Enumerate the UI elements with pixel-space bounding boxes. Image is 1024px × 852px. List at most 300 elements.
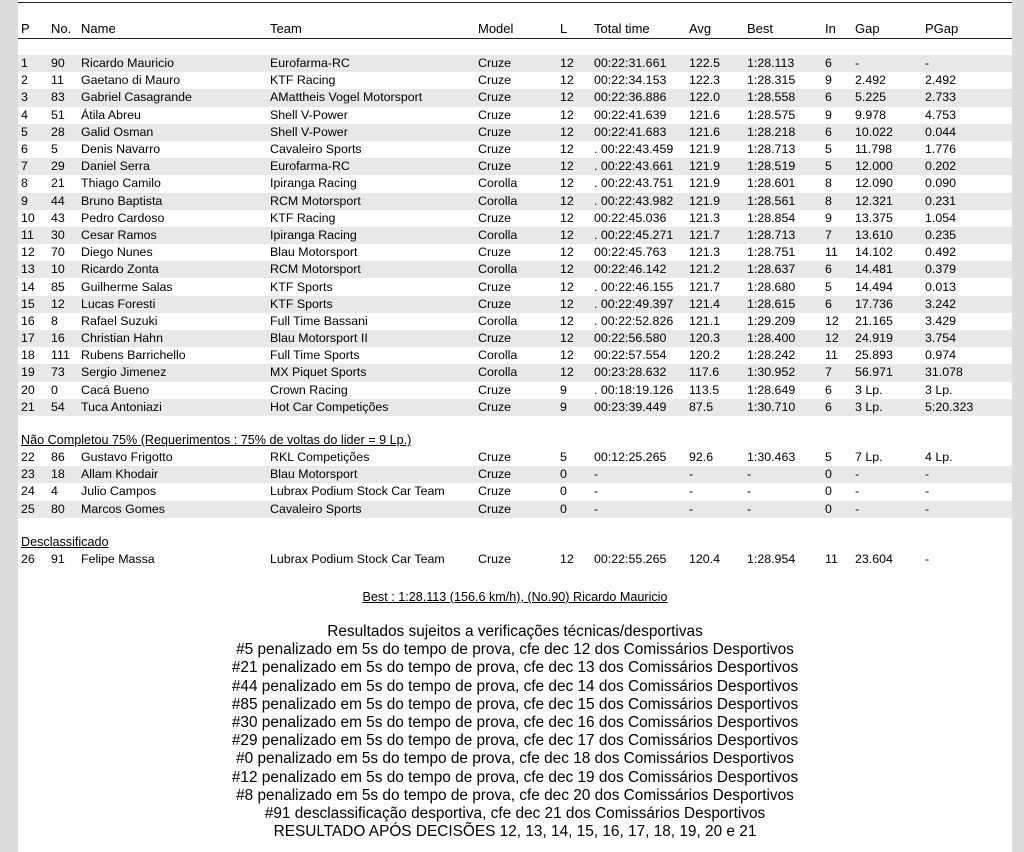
table-cell: 7 bbox=[822, 364, 852, 381]
table-cell: 91 bbox=[51, 551, 65, 566]
table-cell: 12 bbox=[557, 55, 591, 72]
table-cell: 1:30.952 bbox=[744, 364, 822, 381]
table-cell: 1:28.113 bbox=[744, 55, 822, 72]
table-cell: 90 bbox=[48, 55, 78, 72]
table-cell: 12.000 bbox=[852, 158, 922, 175]
table-cell: Cesar Ramos bbox=[78, 227, 267, 244]
table-cell: 17 bbox=[18, 330, 48, 347]
table-cell: Bruno Baptista bbox=[78, 193, 267, 210]
table-cell: Daniel Serra bbox=[78, 158, 267, 175]
table-cell: KTF Racing bbox=[270, 73, 336, 88]
table-cell: 121.3 bbox=[689, 210, 721, 225]
table-cell: Cacá Bueno bbox=[81, 382, 150, 397]
table-cell: 0.202 bbox=[922, 158, 1012, 175]
col-header: Team bbox=[270, 20, 302, 36]
table-cell: - bbox=[922, 501, 1012, 518]
table-cell: 0.044 bbox=[922, 124, 1012, 141]
table-cell: 28 bbox=[48, 124, 78, 141]
table-row bbox=[18, 296, 1012, 313]
table-cell: Allam Khodair bbox=[78, 466, 267, 483]
table-cell: KTF Sports bbox=[270, 279, 333, 294]
table-cell: 5 bbox=[822, 158, 852, 175]
table-cell: 1:28.218 bbox=[744, 124, 822, 141]
table-cell: Hot Car Competições bbox=[267, 399, 475, 416]
col-header: PGap bbox=[925, 20, 959, 36]
table-cell: Cruze bbox=[475, 89, 557, 106]
table-cell: Corolla bbox=[478, 348, 518, 363]
table-cell: - bbox=[922, 466, 1012, 483]
table-row bbox=[18, 261, 1012, 278]
table-cell: 13.610 bbox=[852, 227, 922, 244]
col-header: Name bbox=[81, 20, 116, 36]
table-cell: 86 bbox=[51, 450, 65, 465]
table-cell: 15 bbox=[18, 296, 48, 313]
table-cell: 5 bbox=[51, 142, 58, 157]
section-title-row bbox=[18, 432, 1012, 449]
table-cell: 1:28.637 bbox=[744, 261, 822, 278]
table-cell: 0.379 bbox=[922, 261, 1012, 278]
gap-row bbox=[18, 416, 1012, 432]
table-cell: 4 bbox=[51, 484, 58, 499]
table-cell: 0.231 bbox=[922, 193, 1012, 210]
table-cell: 121.3 bbox=[689, 245, 721, 260]
table-cell: 92.6 bbox=[689, 450, 714, 465]
table-cell: 3 Lp. bbox=[855, 382, 883, 397]
table-cell: Cruze bbox=[475, 158, 557, 175]
table-cell: 0 bbox=[825, 484, 832, 499]
table-cell: 9 bbox=[557, 399, 591, 416]
table-cell: 1.776 bbox=[925, 142, 957, 157]
table-cell: . 00:22:46.155 bbox=[594, 279, 674, 294]
table-cell: Cruze bbox=[478, 484, 512, 499]
table-cell: 00:12:25.265 bbox=[594, 450, 667, 465]
table-cell: Lubrax Podium Stock Car Team bbox=[270, 551, 445, 566]
gap-row bbox=[18, 518, 1012, 534]
table-cell: Cavaleiro Sports bbox=[267, 501, 475, 518]
table-cell: - bbox=[591, 501, 686, 518]
note-line: #8 penalizado em 5s do tempo de prova, cfe dec 20 dos Comissários Desportivos bbox=[236, 786, 794, 804]
table-cell: Cruze bbox=[475, 466, 557, 483]
table-cell: 00:22:36.886 bbox=[591, 89, 686, 106]
table-cell: 8 bbox=[825, 176, 832, 191]
col-header: No. bbox=[51, 20, 72, 36]
table-cell: Cruze bbox=[478, 210, 512, 225]
table-cell: 00:22:31.661 bbox=[591, 55, 686, 72]
table-cell: Corolla bbox=[475, 261, 557, 278]
table-cell: 12 bbox=[557, 193, 591, 210]
table-cell: 18 bbox=[48, 466, 78, 483]
section-title-row bbox=[18, 534, 1012, 551]
spacer-cell bbox=[18, 39, 1012, 56]
table-cell: 0 bbox=[560, 484, 567, 499]
table-cell: 3.754 bbox=[922, 330, 1012, 347]
table-cell: 51 bbox=[51, 107, 65, 122]
table-cell: Felipe Massa bbox=[81, 551, 155, 566]
table-cell: 12.321 bbox=[852, 193, 922, 210]
table-cell: - bbox=[689, 484, 694, 499]
table-cell: Shell V-Power bbox=[267, 124, 475, 141]
table-row bbox=[18, 72, 1012, 89]
table-cell: - bbox=[855, 484, 860, 499]
table-cell: 21.165 bbox=[855, 313, 893, 328]
table-cell: - bbox=[744, 466, 822, 483]
table-cell: 1:28.615 bbox=[744, 296, 822, 313]
table-cell: 16 bbox=[21, 313, 35, 328]
table-row bbox=[18, 399, 1012, 416]
table-cell: - bbox=[747, 484, 752, 499]
table-cell: Ricardo Mauricio bbox=[78, 55, 267, 72]
table-cell: Sergio Jimenez bbox=[78, 364, 267, 381]
table-cell: RCM Motorsport bbox=[267, 193, 475, 210]
table-cell: 3 Lp. bbox=[925, 382, 953, 397]
table-cell: 5 bbox=[825, 279, 832, 294]
table-cell: 0 bbox=[557, 501, 591, 518]
table-cell: 54 bbox=[48, 399, 78, 416]
table-cell: Cruze bbox=[478, 551, 512, 566]
table-row bbox=[18, 55, 1012, 72]
table-cell: . 00:22:43.661 bbox=[591, 158, 686, 175]
table-cell: 14 bbox=[21, 279, 35, 294]
table-cell: 11 bbox=[825, 348, 838, 363]
table-cell: 23.604 bbox=[855, 551, 893, 566]
table-cell: Blau Motorsport bbox=[270, 245, 358, 260]
table-cell: 5 bbox=[560, 450, 567, 465]
table-cell: 00:23:28.632 bbox=[591, 364, 686, 381]
table-cell: Pedro Cardoso bbox=[81, 210, 165, 225]
note-line: #29 penalizado em 5s do tempo de prova, cfe dec 17 dos Comissários Desportivos bbox=[231, 732, 799, 750]
table-cell: 8 bbox=[51, 313, 58, 328]
table-cell: . 00:22:43.459 bbox=[594, 142, 674, 157]
table-cell: 120.2 bbox=[689, 348, 721, 363]
table-cell: 30 bbox=[48, 227, 78, 244]
table-cell: Corolla bbox=[475, 193, 557, 210]
table-cell: 6 bbox=[822, 55, 852, 72]
table-cell: Tuca Antoniazi bbox=[78, 399, 267, 416]
table-cell: Denis Navarro bbox=[81, 142, 161, 157]
table-cell: 00:22:45.763 bbox=[594, 245, 667, 260]
table-cell: 13 bbox=[18, 261, 48, 278]
table-cell: 00:23:39.449 bbox=[591, 399, 686, 416]
table-cell: 0 bbox=[822, 501, 852, 518]
table-cell: Ricardo Zonta bbox=[78, 261, 267, 278]
table-cell: 121.7 bbox=[686, 227, 744, 244]
note-line: #5 penalizado em 5s do tempo de prova, cfe dec 12 dos Comissários Desportivos bbox=[236, 641, 794, 659]
table-cell: 56.971 bbox=[852, 364, 922, 381]
notes-block bbox=[18, 623, 1012, 841]
table-cell: 3 bbox=[18, 89, 48, 106]
table-cell: 3.429 bbox=[925, 313, 957, 328]
table-cell: 12 bbox=[557, 227, 591, 244]
table-cell: 121.2 bbox=[686, 261, 744, 278]
table-cell: 21 bbox=[51, 176, 65, 191]
table-cell: 8 bbox=[822, 193, 852, 210]
table-cell: 12 bbox=[560, 107, 574, 122]
table-cell: 0 bbox=[51, 382, 58, 397]
table-cell: 11 bbox=[825, 551, 838, 566]
note-line: #12 penalizado em 5s do tempo de prova, cfe dec 19 dos Comissários Desportivos bbox=[231, 768, 799, 786]
table-cell: 5 bbox=[825, 142, 832, 157]
table-cell: Blau Motorsport II bbox=[267, 330, 475, 347]
table-cell: 5:20.323 bbox=[922, 399, 1012, 416]
table-cell: 117.6 bbox=[686, 364, 744, 381]
table-cell: 24 bbox=[21, 484, 35, 499]
table-row bbox=[18, 158, 1012, 175]
table-cell: - bbox=[686, 501, 744, 518]
table-cell: 1:29.209 bbox=[747, 313, 796, 328]
table-row bbox=[18, 313, 1012, 330]
table-row bbox=[18, 551, 1012, 568]
table-cell: Corolla bbox=[478, 313, 518, 328]
table-cell: RCM Motorsport bbox=[267, 261, 475, 278]
table-cell: 6 bbox=[21, 142, 28, 157]
table-cell: 1:28.601 bbox=[747, 176, 796, 191]
table-cell: Cruze bbox=[475, 399, 557, 416]
table-cell: . 00:22:52.826 bbox=[594, 313, 674, 328]
table-cell: 4 Lp. bbox=[925, 450, 953, 465]
col-header: In bbox=[825, 20, 836, 36]
note-line: Resultados sujeitos a verificações técnicas/desportivas bbox=[327, 623, 703, 640]
table-row bbox=[18, 364, 1012, 381]
table-cell: Guilherme Salas bbox=[81, 279, 173, 294]
table-row bbox=[18, 330, 1012, 347]
table-cell: 1:28.751 bbox=[747, 245, 796, 260]
table-cell: Corolla bbox=[475, 364, 557, 381]
table-cell: 12 bbox=[822, 330, 852, 347]
table-cell: . 00:22:45.271 bbox=[591, 227, 686, 244]
table-cell: - bbox=[852, 466, 922, 483]
table-row bbox=[18, 124, 1012, 141]
table-cell: 1:28.854 bbox=[747, 210, 796, 225]
table-cell: 0.974 bbox=[925, 348, 957, 363]
table-cell: 6 bbox=[822, 124, 852, 141]
table-cell: Gabriel Casagrande bbox=[78, 89, 267, 106]
table-cell: 1:28.680 bbox=[747, 279, 796, 294]
table-cell: Cavaleiro Sports bbox=[270, 142, 362, 157]
table-cell: Corolla bbox=[478, 176, 518, 191]
table-cell: 12 bbox=[557, 158, 591, 175]
table-cell: Full Time Bassani bbox=[270, 313, 368, 328]
note-line: #30 penalizado em 5s do tempo de prova, cfe dec 16 dos Comissários Desportivos bbox=[231, 714, 799, 732]
table-row bbox=[18, 483, 1012, 500]
table-cell: Gaetano di Mauro bbox=[81, 73, 181, 88]
table-cell: . 00:18:19.126 bbox=[594, 382, 674, 397]
table-cell: 1:28.242 bbox=[747, 348, 796, 363]
table-cell: 122.3 bbox=[689, 73, 721, 88]
section-title: Não Completou 75% (Requerimentos : 75% de voltas do lider = 9 Lp.) bbox=[21, 432, 412, 447]
col-header: Model bbox=[478, 20, 514, 36]
table-cell: 2.733 bbox=[922, 89, 1012, 106]
table-cell: 85 bbox=[51, 279, 65, 294]
table-cell: 5 bbox=[18, 124, 48, 141]
table-cell: 6 bbox=[822, 89, 852, 106]
table-cell: Ipiranga Racing bbox=[267, 227, 475, 244]
table-cell: 24.919 bbox=[852, 330, 922, 347]
table-cell: 1:28.713 bbox=[744, 227, 822, 244]
table-cell: 00:22:55.265 bbox=[594, 551, 667, 566]
table-cell: Ipiranga Racing bbox=[270, 176, 357, 191]
table-cell: 121.7 bbox=[689, 279, 721, 294]
table-cell: 73 bbox=[48, 364, 78, 381]
note-line: #21 penalizado em 5s do tempo de prova, cfe dec 13 dos Comissários Desportivos bbox=[231, 659, 799, 677]
table-cell: 12 bbox=[557, 364, 591, 381]
table-cell: 6 bbox=[822, 261, 852, 278]
table-cell: 00:22:41.683 bbox=[591, 124, 686, 141]
table-cell: 14.494 bbox=[855, 279, 893, 294]
table-cell: 0 bbox=[822, 466, 852, 483]
table-cell: 0 bbox=[557, 466, 591, 483]
table-cell: 12 bbox=[557, 124, 591, 141]
table-cell: 12 bbox=[560, 348, 574, 363]
table-cell: 12 bbox=[560, 73, 574, 88]
table-row bbox=[18, 175, 1012, 192]
table-cell: 3.242 bbox=[922, 296, 1012, 313]
table-cell: 19 bbox=[18, 364, 48, 381]
table-row bbox=[18, 347, 1012, 364]
table-cell: - bbox=[925, 484, 930, 499]
table-cell: Marcos Gomes bbox=[78, 501, 267, 518]
table-cell: MX Piquet Sports bbox=[267, 364, 475, 381]
table-cell: 11 bbox=[51, 73, 64, 88]
table-cell: 1:30.463 bbox=[747, 450, 796, 465]
table-cell: 1:28.558 bbox=[744, 89, 822, 106]
table-cell: 12 bbox=[560, 279, 574, 294]
table-cell: KTF Racing bbox=[270, 210, 336, 225]
table-cell: 0.492 bbox=[925, 245, 957, 260]
table-cell: 26 bbox=[21, 551, 35, 566]
table-cell: 25 bbox=[18, 501, 48, 518]
table-cell: Cruze bbox=[478, 450, 512, 465]
results-body bbox=[18, 39, 1012, 568]
table-cell: 12 bbox=[557, 89, 591, 106]
table-cell: Cruze bbox=[478, 107, 512, 122]
results-table bbox=[18, 18, 1012, 568]
table-cell: 5 bbox=[825, 450, 832, 465]
table-cell: 16 bbox=[48, 330, 78, 347]
table-cell: 12 bbox=[560, 176, 574, 191]
table-cell: 1:28.315 bbox=[747, 73, 796, 88]
table-cell: 11 bbox=[825, 245, 838, 260]
note-line: #85 penalizado em 5s do tempo de prova, cfe dec 15 dos Comissários Desportivos bbox=[231, 695, 799, 713]
table-cell: Julio Campos bbox=[81, 484, 157, 499]
table-row bbox=[18, 141, 1012, 158]
table-cell: 11 bbox=[18, 227, 48, 244]
table-cell: Diego Nunes bbox=[81, 245, 153, 260]
table-cell: Cruze bbox=[478, 279, 512, 294]
spacer-cell bbox=[18, 416, 1012, 432]
table-row bbox=[18, 193, 1012, 210]
table-cell: AMattheis Vogel Motorsport bbox=[267, 89, 475, 106]
table-cell: Cruze bbox=[478, 73, 512, 88]
table-row bbox=[18, 210, 1012, 227]
table-cell: 1:30.710 bbox=[744, 399, 822, 416]
table-row bbox=[18, 466, 1012, 483]
table-cell: 2.492 bbox=[925, 73, 957, 88]
table-cell: . 00:22:49.397 bbox=[591, 296, 686, 313]
table-cell: Cruze bbox=[475, 124, 557, 141]
section-title: Desclassificado bbox=[21, 534, 109, 549]
table-cell: Thiago Camilo bbox=[81, 176, 161, 191]
table-cell: Cruze bbox=[478, 142, 512, 157]
table-cell: 25.893 bbox=[855, 348, 893, 363]
table-cell: 121.4 bbox=[686, 296, 744, 313]
table-cell: 21 bbox=[18, 399, 48, 416]
table-cell: 2 bbox=[21, 73, 28, 88]
table-cell: 13.375 bbox=[855, 210, 893, 225]
col-header: L bbox=[560, 20, 568, 36]
table-cell: 4.753 bbox=[925, 107, 957, 122]
table-cell: 9 bbox=[825, 73, 832, 88]
table-cell: - bbox=[852, 501, 922, 518]
table-row bbox=[18, 107, 1012, 124]
table-cell: Cruze bbox=[478, 382, 512, 397]
table-cell: 11.798 bbox=[855, 142, 892, 157]
table-cell: 00:22:45.036 bbox=[594, 210, 667, 225]
table-cell: 0.013 bbox=[925, 279, 957, 294]
table-cell: 12 bbox=[560, 245, 574, 260]
table-cell: 00:22:46.142 bbox=[591, 261, 686, 278]
table-row bbox=[18, 227, 1012, 244]
table-cell: Cruze bbox=[475, 501, 557, 518]
table-cell: 22 bbox=[21, 450, 35, 465]
best-lap: Best : 1:28.113 (156.6 km/h), (No.90) Ricardo Mauricio bbox=[362, 590, 668, 604]
table-cell: 4 bbox=[21, 107, 28, 122]
spacer-cell bbox=[18, 518, 1012, 534]
table-cell: 9 bbox=[825, 210, 832, 225]
table-cell: 00:22:34.153 bbox=[594, 73, 667, 88]
table-cell: 7 bbox=[822, 227, 852, 244]
table-cell: 31.078 bbox=[922, 364, 1012, 381]
col-header: Gap bbox=[855, 20, 880, 36]
table-cell: 0.235 bbox=[922, 227, 1012, 244]
table-cell: Gustavo Frigotto bbox=[81, 450, 173, 465]
table-cell: Cruze bbox=[475, 55, 557, 72]
table-cell: Cruze bbox=[475, 330, 557, 347]
table-cell: Lubrax Podium Stock Car Team bbox=[270, 484, 445, 499]
table-cell: Rafael Suzuki bbox=[81, 313, 158, 328]
table-cell: 12 bbox=[560, 142, 574, 157]
table-cell: 121.6 bbox=[689, 107, 721, 122]
table-cell: 9 bbox=[560, 382, 567, 397]
table-cell: 29 bbox=[48, 158, 78, 175]
note-line: RESULTADO APÓS DECISÕES 12, 13, 14, 15, 16, 17, 18, 19, 20 e 21 bbox=[273, 823, 757, 841]
col-header: Total time bbox=[594, 20, 650, 36]
table-cell: 12 bbox=[825, 313, 839, 328]
note-line: #91 desclassificação desportiva, cfe dec 21 dos Comissários Desportivos bbox=[264, 805, 766, 823]
table-row bbox=[18, 449, 1012, 466]
table-cell: 10 bbox=[21, 210, 35, 225]
table-cell: - bbox=[852, 55, 922, 72]
table-cell: 83 bbox=[48, 89, 78, 106]
table-cell: 122.0 bbox=[686, 89, 744, 106]
table-cell: - bbox=[925, 551, 930, 566]
table-cell: 1:28.519 bbox=[744, 158, 822, 175]
table-cell: 1:28.575 bbox=[747, 107, 796, 122]
table-cell: 1:28.561 bbox=[744, 193, 822, 210]
col-header: Best bbox=[747, 20, 774, 36]
table-cell: 1:28.713 bbox=[747, 142, 796, 157]
table-cell: 121.1 bbox=[689, 313, 721, 328]
table-cell: 2.492 bbox=[855, 73, 887, 88]
table-cell: Eurofarma-RC bbox=[267, 55, 475, 72]
table-cell: Full Time Sports bbox=[270, 348, 360, 363]
top-spacer bbox=[18, 39, 1012, 56]
table-row bbox=[18, 89, 1012, 106]
table-cell: 14.481 bbox=[852, 261, 922, 278]
table-cell: 9 bbox=[825, 107, 832, 122]
table-cell: Shell V-Power bbox=[270, 107, 348, 122]
table-cell: 12 bbox=[21, 245, 35, 260]
table-cell: 121.9 bbox=[689, 176, 721, 191]
